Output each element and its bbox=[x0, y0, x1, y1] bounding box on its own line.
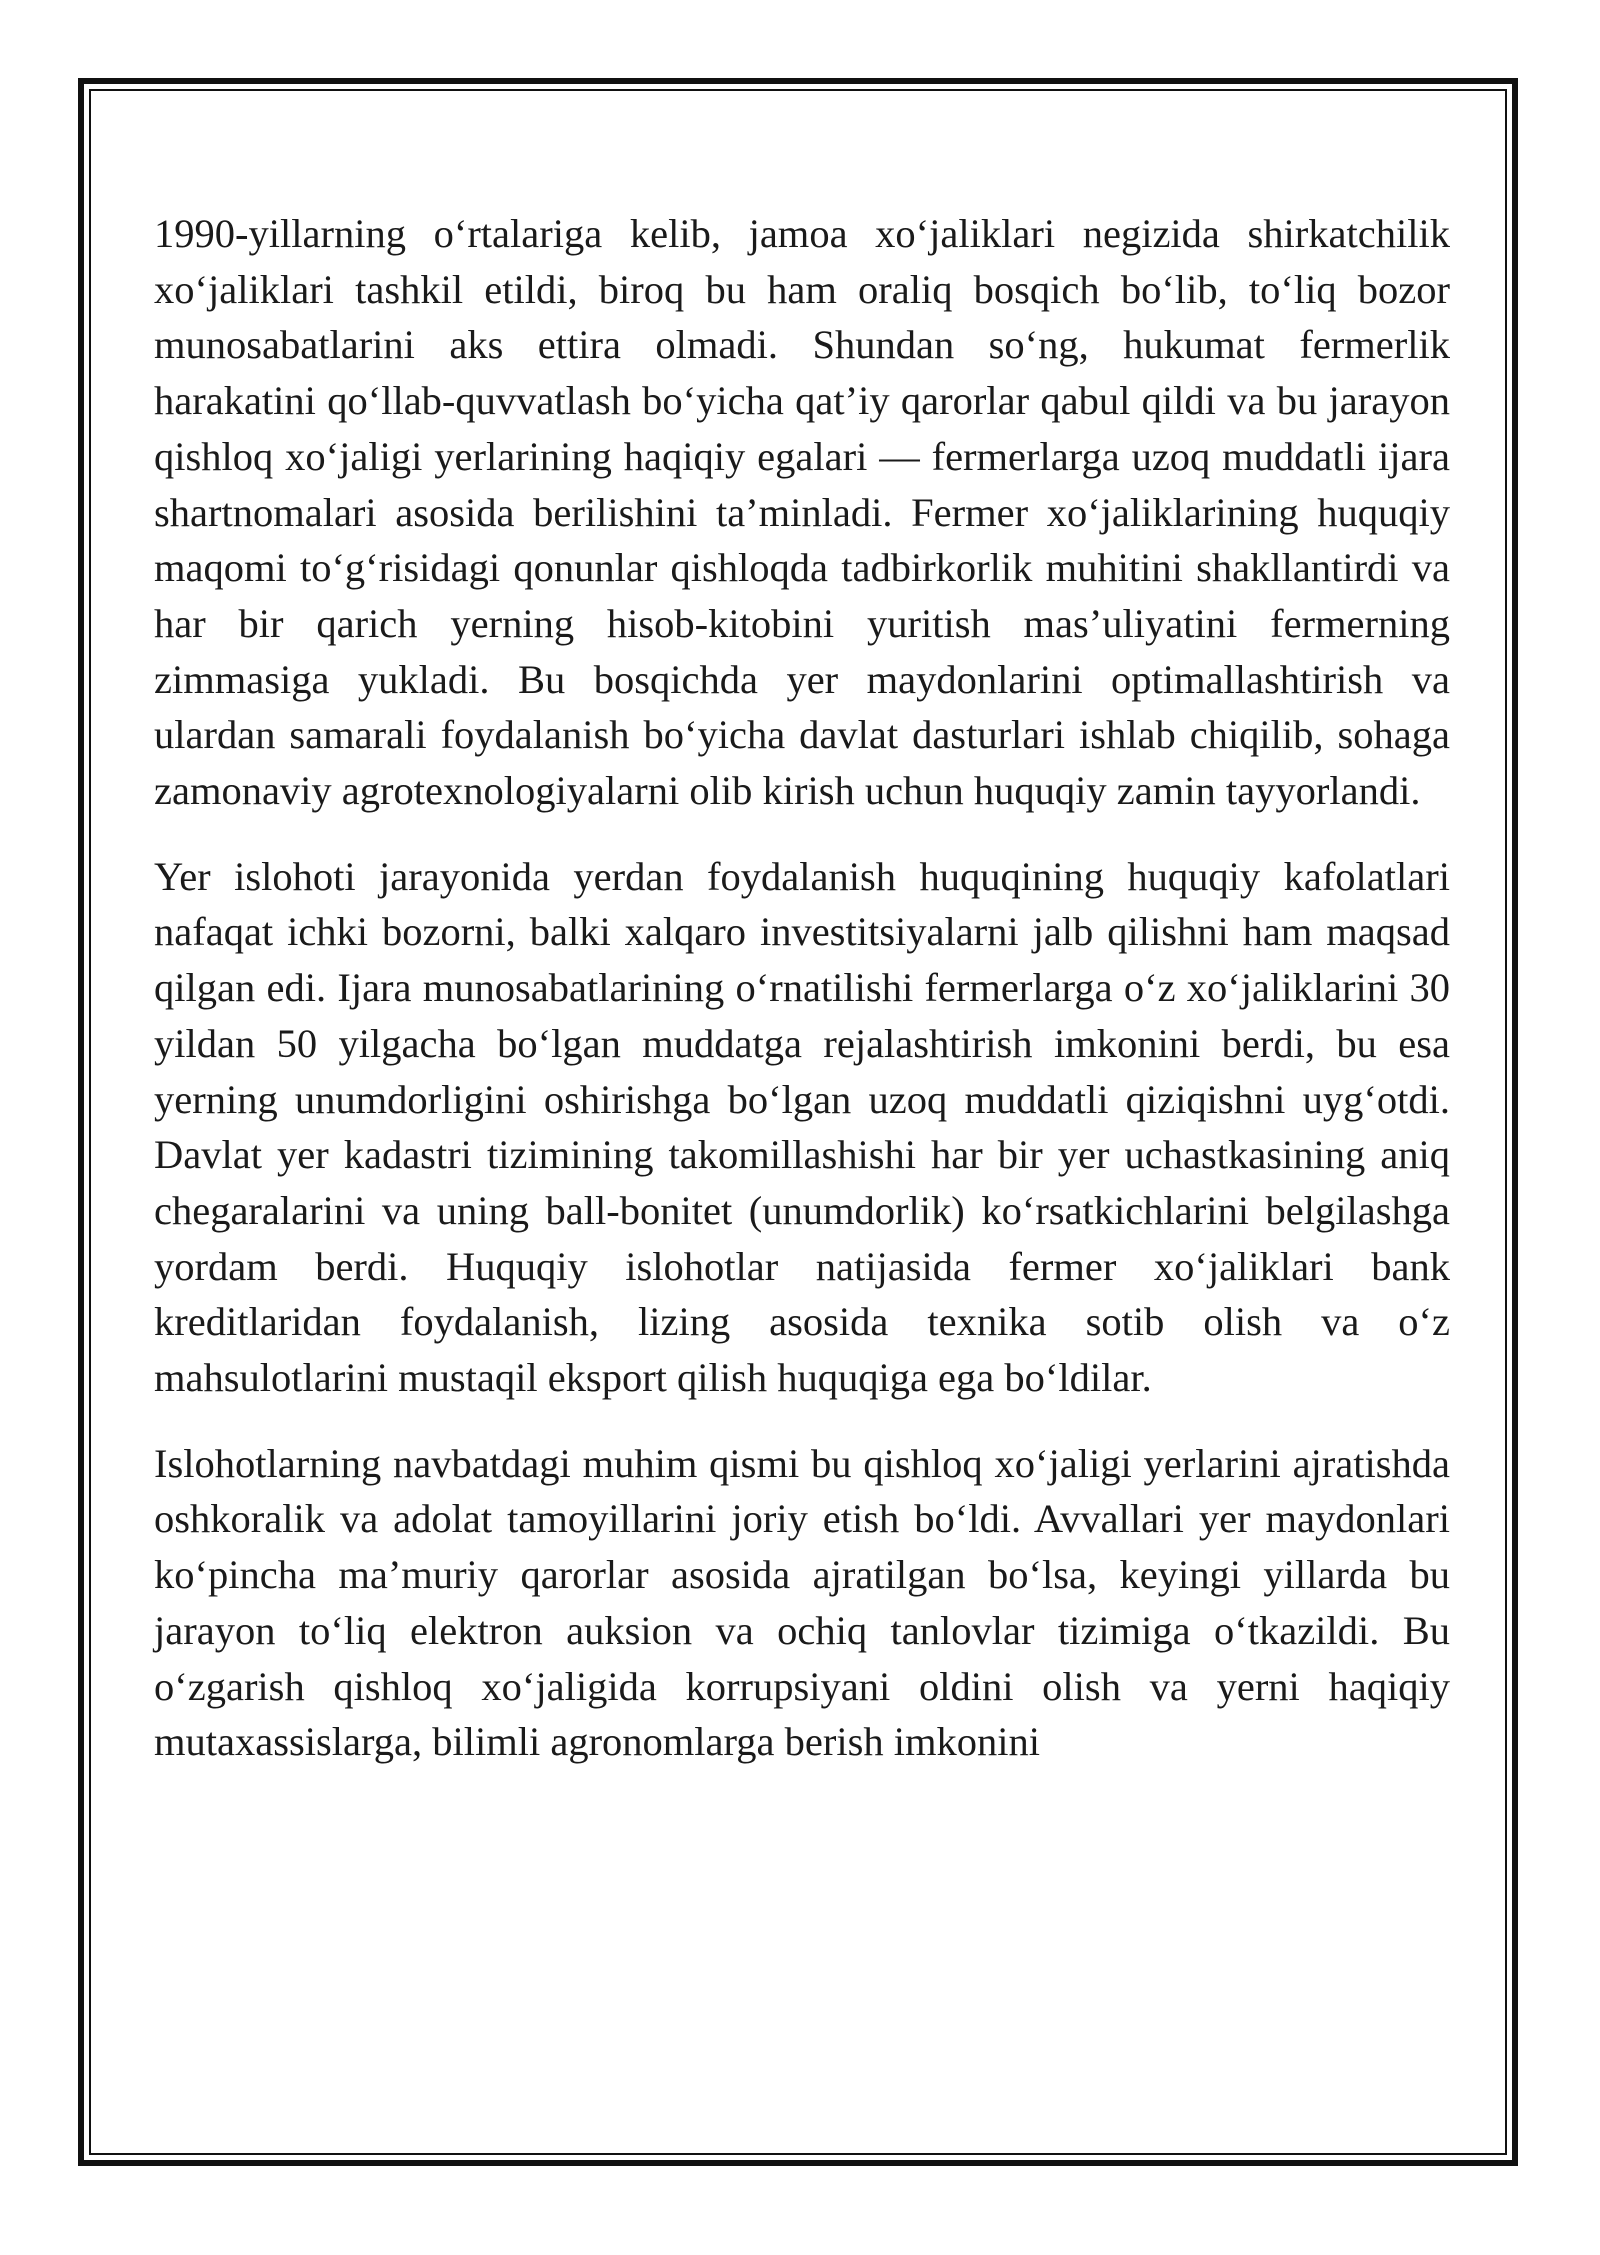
paragraph-1: 1990-yillarning o‘rtalariga kelib, jamoa xo‘jaliklari negizida shirkatchilik xo‘jaliklari tashkil etildi, biroq bu ham oraliq bosqich bo‘lib, to‘liq bozor munosabatlarini aks ettira olmadi. Shundan so‘ng, hukumat fermerlik harakatini qo‘llab-quvvatlash bo‘yicha qat’iy qarorlar qabul qildi va bu jarayon qishloq xo‘jaligi yerlarining haqiqiy egalari — fermerlarga uzoq muddatli ijara shartnomalari asosida berilishini ta’minladi. Fermer xo‘jaliklarining huquqiy maqomi to‘g‘risidagi qonunlar qishloqda tadbirkorlik muhitini shakllantirdi va har bir qarich yerning hisob-kitobini yuritish mas’uliyatini fermerning zimmasiga yukladi. Bu bosqichda yer maydonlarini optimallashtirish va ulardan samarali foydalanish bo‘yicha davlat dasturlari ishlab chiqilib, sohaga zamonaviy agrotexnologiyalarni olib kirish uchun huquqiy zamin tayyorlandi. bbox=[154, 211, 1450, 814]
document-body bbox=[154, 206, 1450, 1770]
paragraph-3: Islohotlarning navbatdagi muhim qismi bu qishloq xo‘jaligi yerlarini ajratishda oshkoralik va adolat tamoyillarini joriy etish bo‘ldi. Avvallari yer maydonlari ko‘pincha ma’muriy qarorlar asosida ajratilgan bo‘lsa, keyingi yillarda bu jarayon to‘liq elektron auksion va ochiq tanlovlar tizimiga o‘tkazildi. Bu o‘zgarish qishloq xo‘jaligida korrupsiyani oldini olish va yerni haqiqiy mutaxassislarga, bilimli agronomlarga berish imkonini bbox=[154, 1440, 1450, 1765]
paragraph-2: Yer islohoti jarayonida yerdan foydalanish huquqining huquqiy kafolatlari nafaqat ichki bozorni, balki xalqaro investitsiyalarni jalb qilishni ham maqsad qilgan edi. Ijara munosabatlarining o‘rnatilishi fermerlarga o‘z xo‘jaliklarini 30 yildan 50 yilgacha bo‘lgan muddatga rejalashtirish imkonini berdi, bu esa yerning unumdorligini oshirishga bo‘lgan uzoq muddatli qiziqishni uyg‘otdi. Davlat yer kadastri tizimining takomillashishi har bir yer uchastkasining aniq chegaralarini va uning ball-bonitet (unumdorlik) ko‘rsatkichlarini belgilashga yordam berdi. Huquqiy islohotlar natijasida fermer xo‘jaliklari bank kreditlaridan foydalanish, lizing asosida texnika sotib olish va o‘z mahsulotlarini mustaqil eksport qilish huquqiga ega bo‘ldilar. bbox=[154, 853, 1450, 1401]
